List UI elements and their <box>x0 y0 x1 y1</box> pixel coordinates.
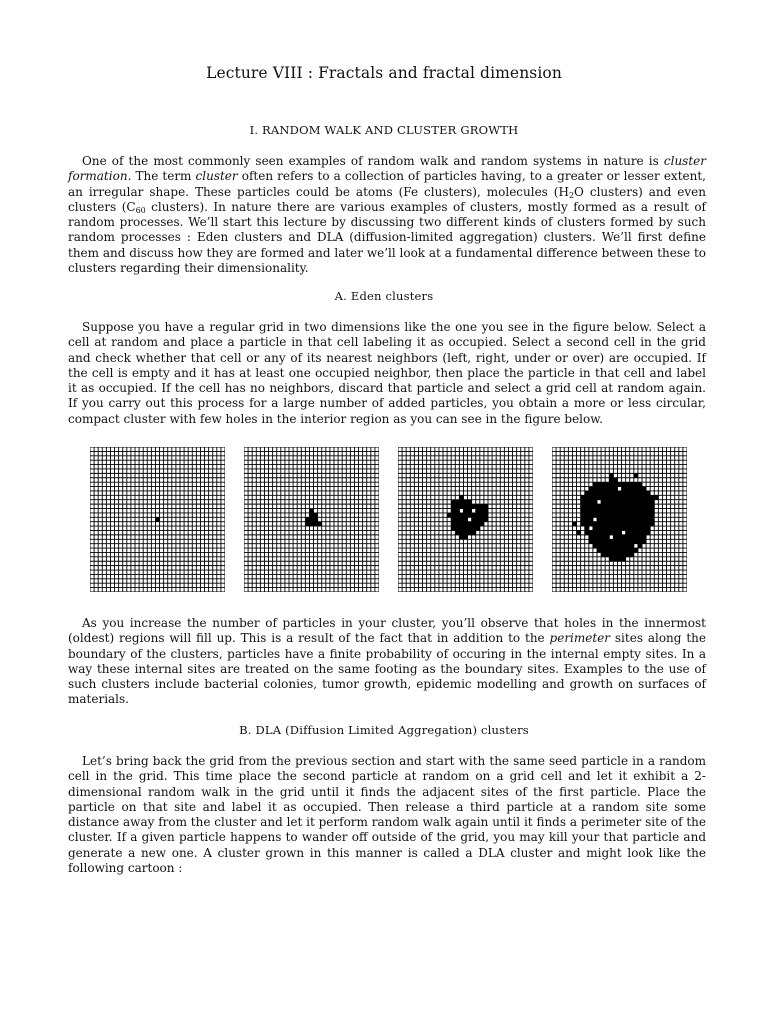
subsection-heading-eden: A. Eden clusters <box>334 289 434 303</box>
subsection-heading-dla: B. DLA (Diffusion Limited Aggregation) clusters <box>239 723 529 737</box>
eden-panel-small <box>244 447 379 592</box>
dla-paragraph: Let’s bring back the grid from the previous section and start with the same seed particle in a random cell in the grid. This time place the second particle at random on a grid cell and let it exhibit a 2-dimensional random walk in the grid until it finds the adjacent sites of the first particle. Place the particle on that site and label it as occupied. Then release a third particle at a random site some distance away from the cluster and let it perform random walk again until it finds a perimeter site of the cluster. If a given particle happens to wander off outside of the grid, you may kill your that particle and generate a new one. A cluster grown in this manner is called a DLA cluster and might look like the following cartoon : <box>68 754 706 876</box>
eden-paragraph-2: As you increase the number of particles in your cluster, you’ll observe that holes in the innermost (oldest) regions will fill up. This is a result of the fact that in addition to the perimeter sites along the boundary of the clusters, particles have a finite probability of occuring in the internal empty sites. In a way these internal sites are treated on the same footing as the boundary sites. Examples to the use of such clusters include bacterial colonies, tumor growth, epidemic modelling and growth on surfaces of materials. <box>68 616 706 707</box>
section1-paragraph: One of the most commonly seen examples of random walk and random systems in nature is cluster formation. The term cluster often refers to a collection of particles having, to a greater or lesser extent, an irregular shape. These particles could be atoms (Fe clusters), molecules ($H_2O$ clusters) and even clusters ($C_{60}$ clusters). In nature there are various examples of clusters, mostly formed as a result of random processes. We’ll start this lecture by discussing two different kinds of clusters formed by such random processes : Eden clusters and DLA (diffusion-limited aggregation) clusters. We’ll first define them and discuss how they are formed and later we’ll look at a fundamental difference between these to clusters regarding their dimensionality. <box>68 154 706 276</box>
eden-panel-seed <box>90 447 225 592</box>
eden-cluster-figure <box>68 447 708 592</box>
eden-panel-large <box>552 447 687 592</box>
lecture-title: Lecture VIII : Fractals and fractal dimension <box>206 64 562 82</box>
eden-panel-medium <box>398 447 533 592</box>
section-heading-random-walk: I. RANDOM WALK AND CLUSTER GROWTH <box>249 123 519 137</box>
eden-paragraph-1: Suppose you have a regular grid in two dimensions like the one you see in the figure below. Select a cell at random and place a particle in that cell labeling it as occupied. Select a second cell in the grid and check whether that cell or any of its nearest neighbors (left, right, under or over) are occupied. If the cell is empty and it has at least one occupied neighbor, then place the particle in that cell and label it as occupied. If the cell has no neighbors, discard that particle and select a grid cell at random again. If you carry out this process for a large number of added particles, you obtain a more or less circular, compact cluster with few holes in the interior region as you can see in the figure below. <box>68 320 706 426</box>
